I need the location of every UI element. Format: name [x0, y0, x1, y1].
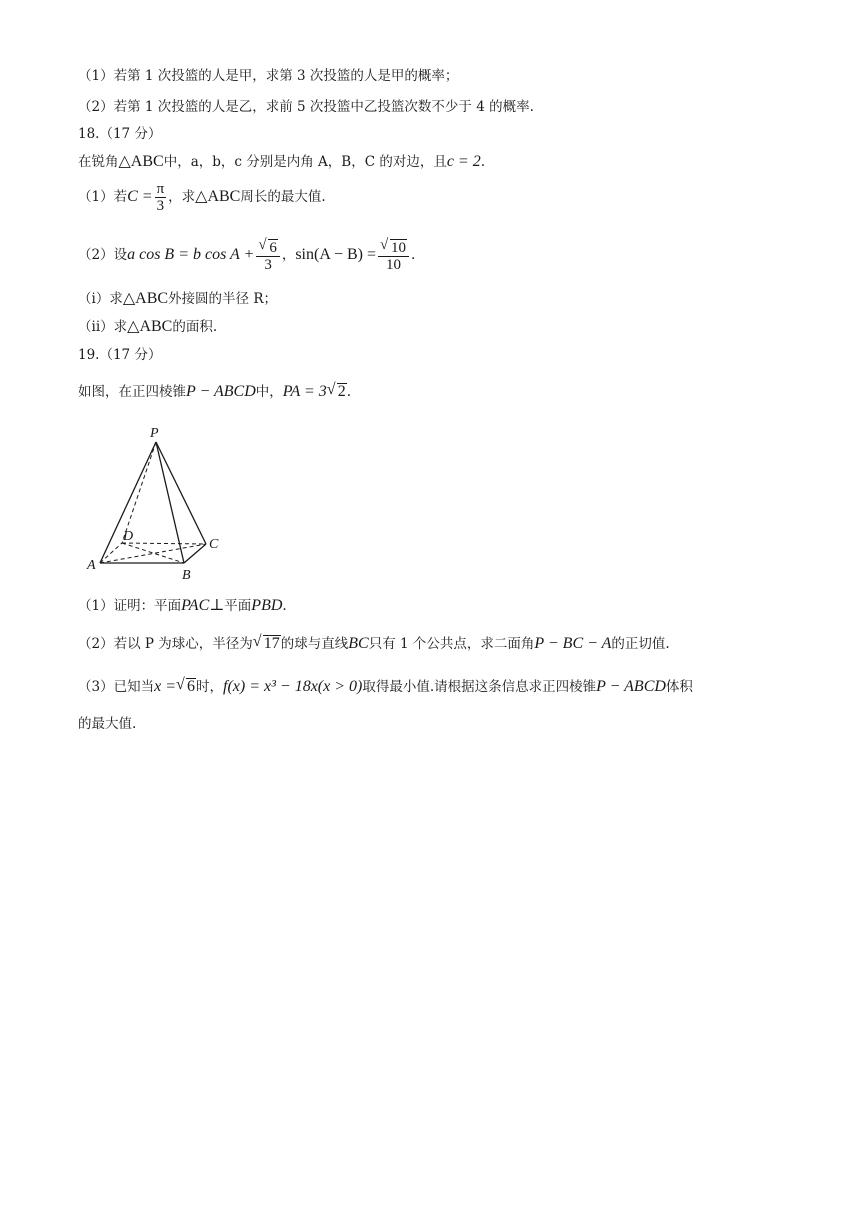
q18-part2-ii — [78, 317, 217, 337]
q18-pii-text-b: 的面积. — [172, 319, 218, 335]
q18-p2-den2: 10 — [386, 256, 402, 273]
q18-header: 18.（17 分） — [78, 126, 162, 142]
q19-intro-sqrt — [327, 382, 347, 402]
q18-pi-text-a: （i）求 — [78, 291, 123, 307]
label-B: B — [182, 568, 191, 582]
q19-p3-text-b: 时， — [196, 679, 223, 695]
edge-BC — [184, 544, 206, 563]
edge-AD — [100, 543, 122, 563]
q18-intro-text-a: 在锐角 — [78, 154, 119, 170]
diagonal-AC — [100, 544, 206, 563]
q19-part3 — [78, 677, 693, 697]
q18-p1-den: 3 — [156, 198, 165, 214]
label-C: C — [209, 537, 219, 552]
q18-part1 — [78, 180, 326, 214]
q19-p2-text-c: 只有 1 个公共点，求二面角 — [368, 636, 535, 652]
q19-part2 — [78, 634, 670, 654]
q19-p3-sqrt — [176, 677, 196, 697]
q18-p1-triangle: △ABC — [195, 188, 241, 205]
q19-p2-radicand: 17 — [263, 635, 280, 652]
q19-p2-bc: BC — [348, 635, 369, 652]
q18-pi-triangle: △ABC — [122, 290, 169, 307]
q18-part2-i — [78, 289, 277, 309]
q18-p2-fraction1 — [256, 239, 280, 273]
label-D: D — [123, 529, 134, 544]
label-P: P — [150, 426, 159, 441]
edge-DC — [122, 543, 206, 544]
pyramid-figure — [82, 422, 232, 582]
q19-intro-end: . — [346, 384, 352, 400]
edge-PB — [156, 442, 184, 563]
q18-p2-num2: 10 — [391, 239, 407, 256]
q19-header: 19.（17 分） — [78, 347, 162, 363]
q19-part3-line2: 的最大值. — [78, 716, 137, 732]
q19-p3-function: f(x) = x³ − 18x(x > 0) — [223, 678, 363, 695]
q18-intro-text-b: 中，a，b，c 分别是内角 A，B，C 的对边，且 — [163, 154, 447, 170]
q17-part2: （2）若第 1 次投篮的人是乙，求前 5 次投篮中乙投篮次数不少于 4 的概率. — [78, 99, 534, 115]
q19-p3-text-c: 取得最小值.请根据这条信息求正四棱锥 — [362, 679, 597, 695]
q18-p2-end: . — [411, 247, 416, 263]
q19-p2-text-b: 的球与直线 — [280, 636, 349, 652]
diagonal-BD — [122, 543, 184, 563]
q18-p2-den1: 3 — [264, 256, 272, 273]
edge-PD — [122, 442, 156, 543]
q18-intro — [78, 152, 485, 172]
q18-pii-triangle: △ABC — [127, 318, 173, 335]
q19-intro-text-b: 中， — [255, 384, 283, 400]
label-A: A — [87, 558, 96, 573]
q18-intro-triangle: △ABC — [118, 153, 164, 170]
q19-p3-x: x = — [154, 678, 176, 695]
q18-p1-fraction — [155, 181, 167, 214]
q19-p1-text-b: 平面 — [224, 598, 252, 614]
q18-intro-condition: c = 2 — [446, 153, 481, 170]
q17-part1: （1）若第 1 次投篮的人是甲，求第 3 次投篮的人是甲的概率； — [78, 68, 459, 84]
q19-p3-text-a: （3）已知当 — [78, 679, 155, 695]
q19-p1-pac: PAC — [181, 597, 210, 614]
q18-p2-fraction2 — [378, 239, 409, 273]
q19-p3-text-d: 体积 — [665, 679, 693, 695]
q19-p2-sqrt — [253, 634, 281, 654]
q18-p2-expr: a cos B = b cos A + — [127, 246, 255, 263]
q19-p1-pbd: PBD — [251, 597, 283, 614]
q19-p2-text-d: 的正切值. — [611, 636, 670, 652]
q18-p2-sep: ， — [281, 247, 296, 263]
q19-p2-text-a: （2）若以 P 为球心，半径为 — [78, 636, 253, 652]
q18-p1-text-a: （1）若 — [78, 189, 128, 205]
edge-PA — [100, 442, 156, 563]
q19-part1 — [78, 596, 287, 616]
q19-p1-text-a: （1）证明：平面 — [78, 598, 182, 614]
q18-pi-text-b: 外接圆的半径 R； — [168, 291, 277, 307]
q18-p2-text-a: （2）设 — [78, 247, 128, 263]
q19-intro-radicand: 2 — [337, 383, 346, 400]
q19-p3-radicand: 6 — [187, 678, 195, 695]
q19-intro-pa: PA = 3 — [282, 383, 327, 400]
q18-p2-num1: 6 — [269, 239, 277, 256]
q19-p2-angle: P − BC − A — [534, 635, 612, 652]
q19-intro-text-a: 如图，在正四棱锥 — [78, 384, 186, 400]
q19-p1-end: . — [282, 598, 287, 614]
q18-p1-num: π — [156, 181, 165, 197]
q18-p1-var: C = — [127, 188, 153, 205]
q18-part2 — [78, 236, 415, 274]
q18-p1-text-c: 周长的最大值. — [240, 189, 326, 205]
q18-p2-sin: sin(A − B) = — [295, 246, 377, 263]
q18-intro-end: . — [480, 154, 486, 170]
q18-pii-text-a: （ii）求 — [78, 319, 128, 335]
q18-p1-text-b: ，求 — [168, 189, 196, 205]
edge-PC — [156, 442, 206, 544]
q19-p1-perp: ⊥ — [209, 597, 225, 614]
q19-intro — [78, 382, 351, 402]
q19-p3-solid: P − ABCD — [596, 678, 666, 695]
q19-intro-solid: P − ABCD — [186, 383, 256, 400]
